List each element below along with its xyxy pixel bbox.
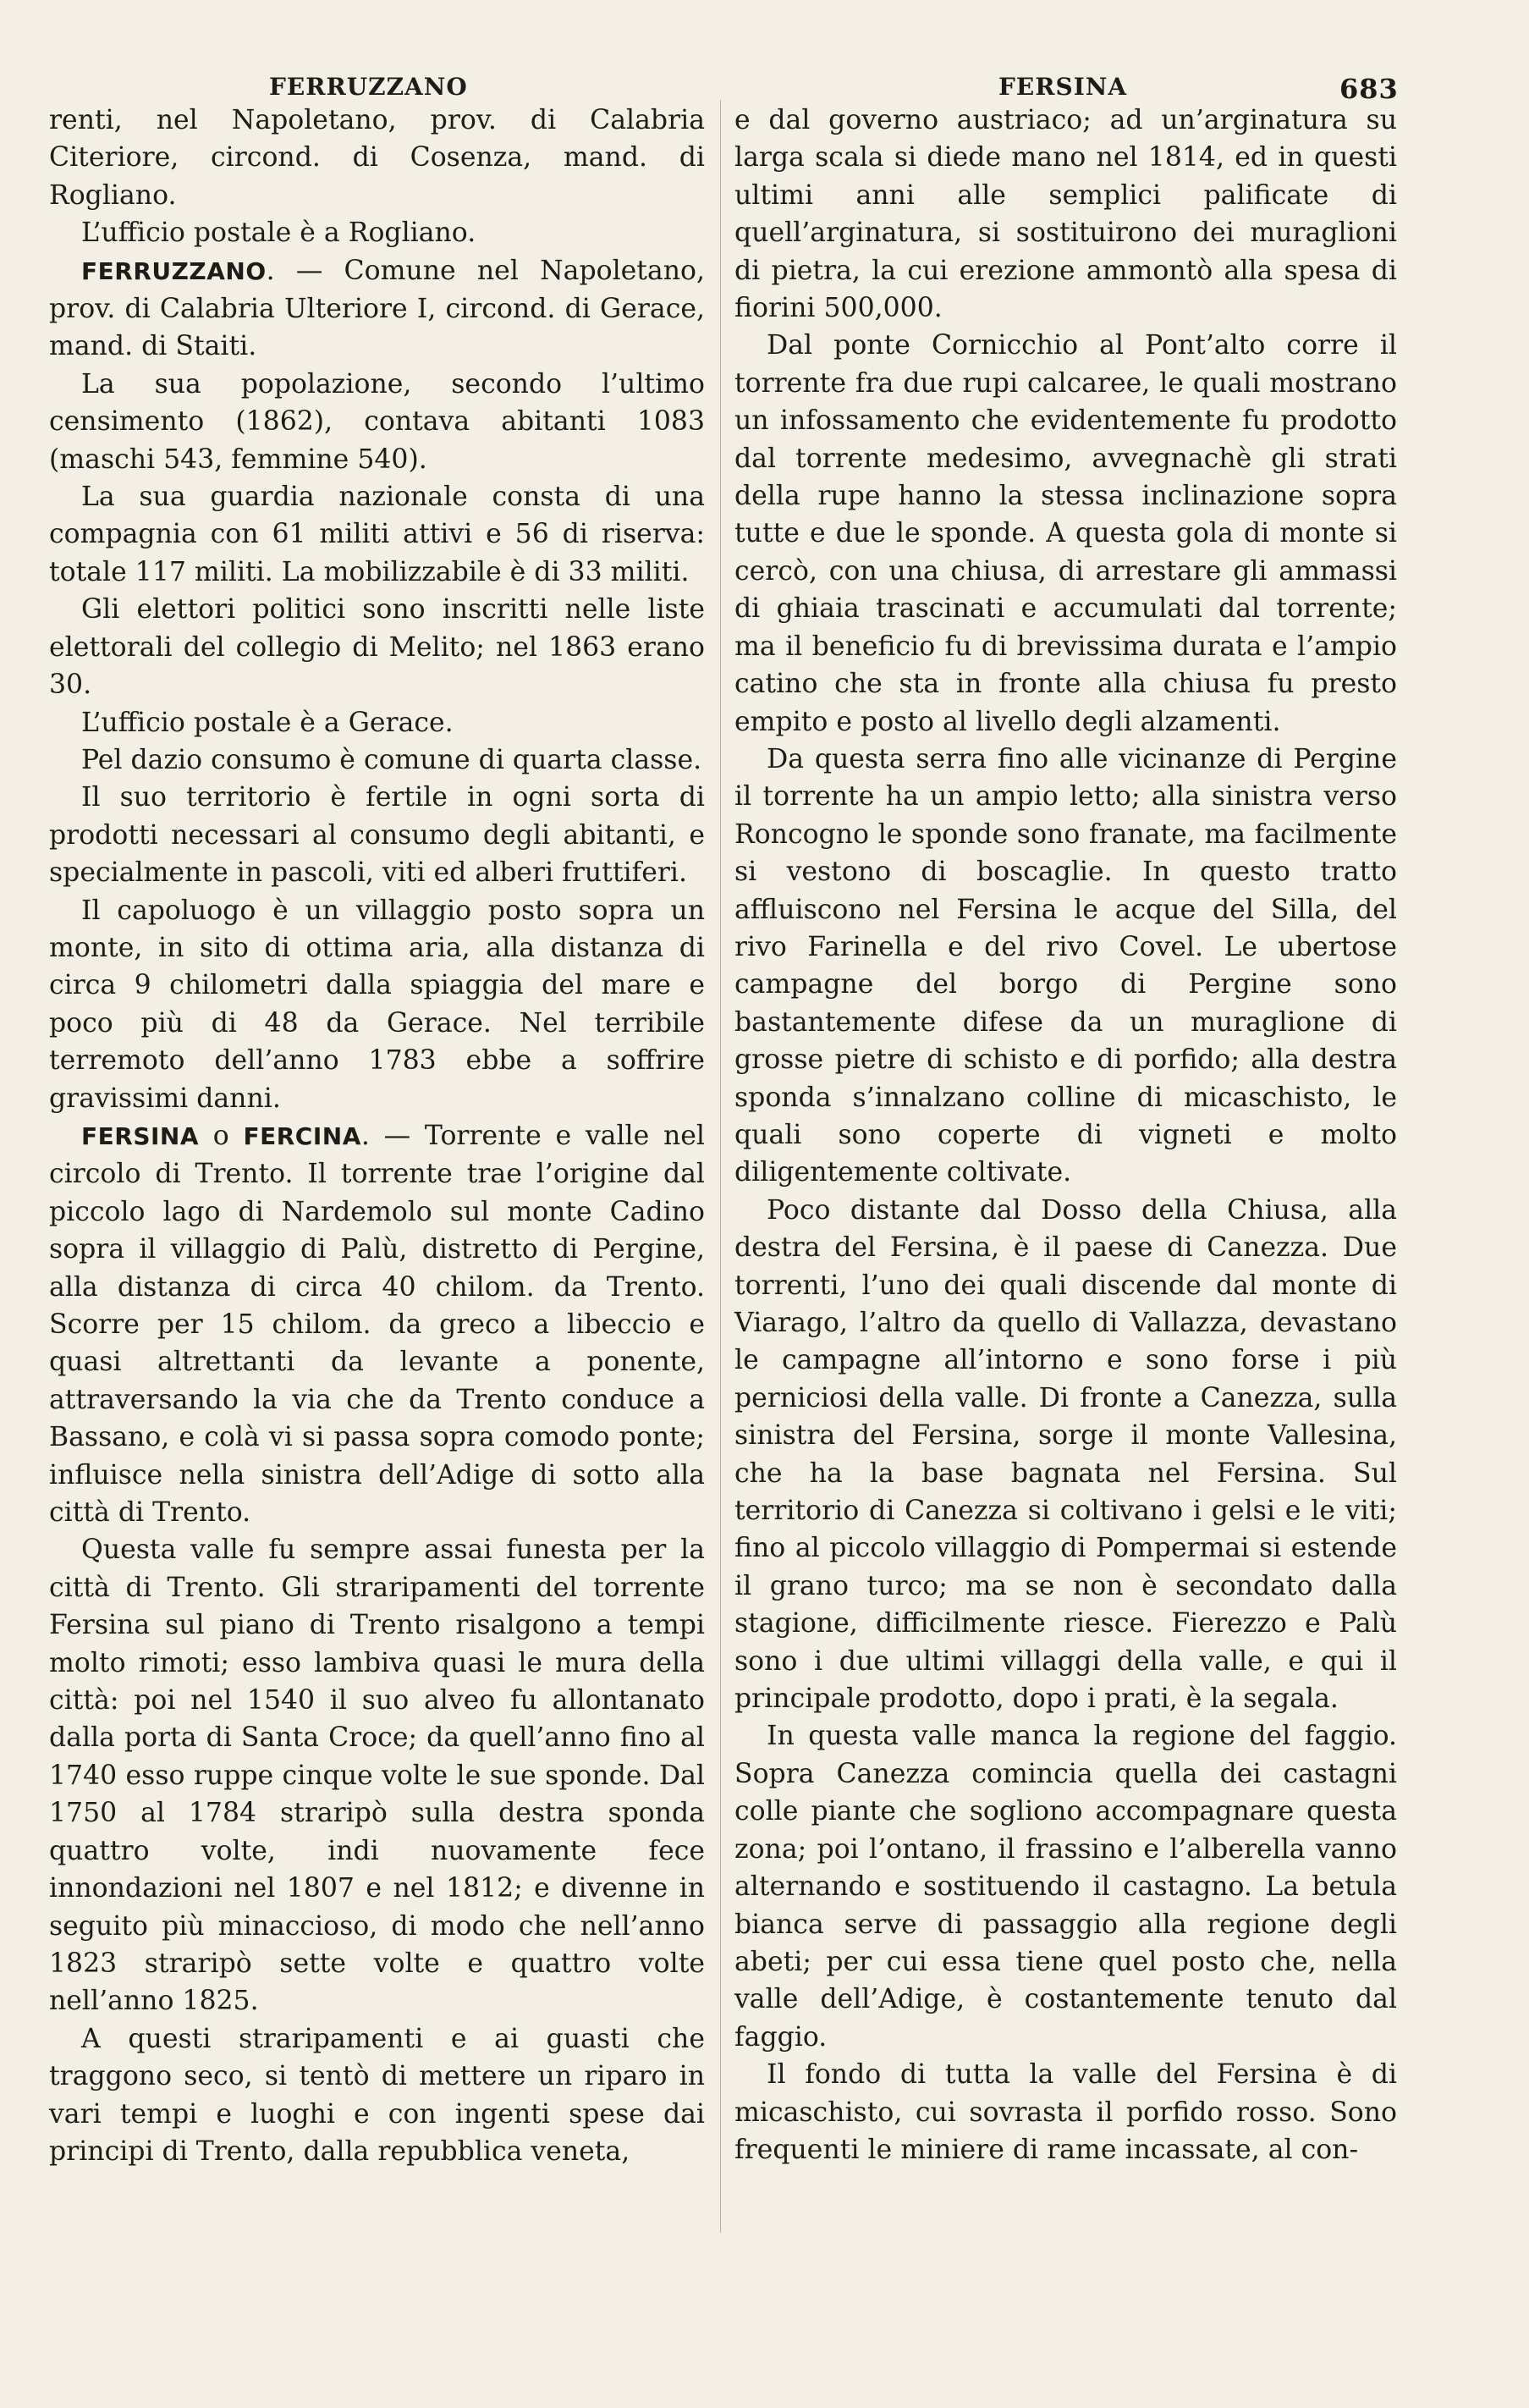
entry-text: . — Comune nel Napoletano, prov. di Calabria Ulteriore I, circond. di Gerace, mand. di Staiti. xyxy=(49,255,705,362)
paragraph: Questa valle fu sempre assai funesta per la città di Trento. Gli straripamenti del torrente Fersina sul piano di Trento risalgono a tempi molto rimoti; esso lambiva quasi le mura della città: poi nel 1540 il suo alveo fu allontanato dalla porta di Santa Croce; da quell’anno fino al 1740 esso ruppe cinque volte le sue sponde. Dal 1750 al 1784 straripò sulla destra sponda quattro volte, indi nuovamente fece innondazioni nel 1807 e nel 1812; e divenne in seguito più minaccioso, di modo che nell’anno 1823 straripò sette volte e quattro volte nell’anno 1825. xyxy=(49,1535,705,2017)
entry-ferruzzano xyxy=(49,252,705,366)
paragraph: Da questa serra fino alle vicinanze di Pergine il torrente ha un ampio letto; alla sinistra verso Roncogno le sponde sono franate, ma facilmente si vestono di boscaglie. In questo tratto affluiscono nel Fersina le acque del Silla, del rivo Farinella e del rivo Covel. Le ubertose campagne del borgo di Pergine sono bastantemente difese da un muraglione di grosse pietre di schisto e di porfido; alla destra sponda s’innalzano colline di micaschisto, le quali sono coperte di vigneti e molto diligentemente coltivate. xyxy=(734,743,1397,1188)
right-running-head: FERSINA xyxy=(998,73,1128,101)
paragraph: A questi straripamenti e ai guasti che traggono seco, si tentò di mettere un riparo in vari tempi e luoghi e con ingenti spese dai principi di Trento, dalla repubblica veneta, xyxy=(49,2023,705,2167)
paragraph: L’ufficio postale è a Gerace. xyxy=(81,707,454,738)
right-column xyxy=(734,102,1397,2168)
column-divider xyxy=(720,100,721,2233)
paragraph: Poco distante dal Dosso della Chiusa, alla destra del Fersina, è il paese di Canezza. Due torrenti, l’uno dei quali discende dal monte di Viarago, l’altro da quello di Vallazza, devastano le campagne all’intorno e sono forse i più perniciosi della valle. Di fronte a Canezza, sulla sinistra del Fersina, sorge il monte Vallesina, che ha la base bagnata nel Fersina. Sul territorio di Canezza si coltivano i gelsi e le viti; fino al piccolo villaggio di Pompermai si estende il grano turco; ma se non è secondato dalla stagione, difficilmente riesce. Fierezzo e Palù sono i due ultimi villaggi della valle, e qui il principale prodotto, dopo i prati, è la segala. xyxy=(734,1194,1397,1715)
entry-fersina xyxy=(49,1117,705,1531)
paragraph: La sua popolazione, secondo l’ultimo censimento (1862), contava abitanti 1083 (maschi 543, femmine 540). xyxy=(49,368,705,475)
paragraph: Pel dazio consumo è comune di quarta classe. xyxy=(81,744,702,775)
page-number: 683 xyxy=(1339,73,1399,105)
entry-connector: o xyxy=(199,1120,244,1151)
paragraph: renti, nel Napoletano, prov. di Calabria Citeriore, circond. di Cosenza, mand. di Rogliano. xyxy=(49,105,705,211)
paragraph: Il fondo di tutta la valle del Fersina è di micaschisto, cui sovrasta il porfido rosso. Sono frequenti le miniere di rame incassate, al con- xyxy=(734,2059,1397,2165)
paragraph: Dal ponte Cornicchio al Pont’alto corre il torrente fra due rupi calcaree, le quali mostrano un infossamento che evidentemente fu prodotto dal torrente medesimo, avvegnachè gli strati della rupe hanno la stessa inclinazione sopra tutte e due le sponde. A questa gola di monte si cercò, con una chiusa, di arrestare gli ammassi di ghiaia trascinati e accumulati dal torrente; ma il beneficio fu di brevissima durata e l’ampio catino che sta in fronte alla chiusa fu presto empito e posto al livello degli alzamenti. xyxy=(734,330,1397,737)
paragraph: Gli elettori politici sono inscritti nelle liste elettorali del collegio di Melito; nel 1863 erano 30. xyxy=(49,594,705,701)
entry-headword: FERSINA xyxy=(81,1121,200,1150)
paragraph: La sua guardia nazionale consta di una compagnia con 61 militi attivi e 56 di riserva: totale 117 militi. La mobilizzabile è di 33 militi. xyxy=(49,482,705,587)
paragraph: L’ufficio postale è a Rogliano. xyxy=(81,218,476,249)
paragraph: Il capoluogo è un villaggio posto sopra un monte, in sito di ottima aria, alla distanza di circa 9 chilometri dalla spiaggia del mare e poco più di 48 da Gerace. Nel terribile terremoto dell’anno 1783 ebbe a soffrire gravissimi danni. xyxy=(49,895,705,1114)
paragraph: Il suo territorio è fertile in ogni sorta di prodotti necessari al consumo degli abitanti, e specialmente in pascoli, viti ed alberi fruttiferi. xyxy=(49,782,705,889)
paragraph: e dal governo austriaco; ad un’arginatura su larga scala si diede mano nel 1814, ed in questi ultimi anni alle semplici palificate di quell’arginatura, si sostituirono dei muraglioni di pietra, la cui erezione ammontò alla spesa di fiorini 500,000. xyxy=(734,105,1397,324)
left-column xyxy=(49,102,705,2170)
left-running-head: FERRUZZANO xyxy=(269,73,468,101)
entry-headword-variant: FERCINA xyxy=(243,1121,361,1150)
entry-text: . — Torrente e valle nel circolo di Trento. Il torrente trae l’origine dal piccolo lago di Nardemolo sul monte Cadino sopra il villaggio di Palù, distretto di Pergine, alla distanza di circa 40 chilom. da Trento. Scorre per 15 chilom. da greco a libeccio e quasi altrettanti da levante a ponente, attraversando la via che da Trento conduce a Bassano, e colà vi si passa sopra comodo ponte; influisce nella sinistra dell’Adige di sotto alla città di Trento. xyxy=(49,1120,705,1529)
paragraph: In questa valle manca la regione del faggio. Sopra Canezza comincia quella dei castagni colle piante che sogliono accompagnare questa zona; poi l’ontano, il frassino e l’alberella vanno alternando e sostituendo il castagno. La betula bianca serve di passaggio alla regione degli abeti; per cui essa tiene quel posto che, nella valle dell’Adige, è costantemente tenuto dal faggio. xyxy=(734,1721,1397,2053)
entry-headword: FERRUZZANO xyxy=(81,256,267,285)
